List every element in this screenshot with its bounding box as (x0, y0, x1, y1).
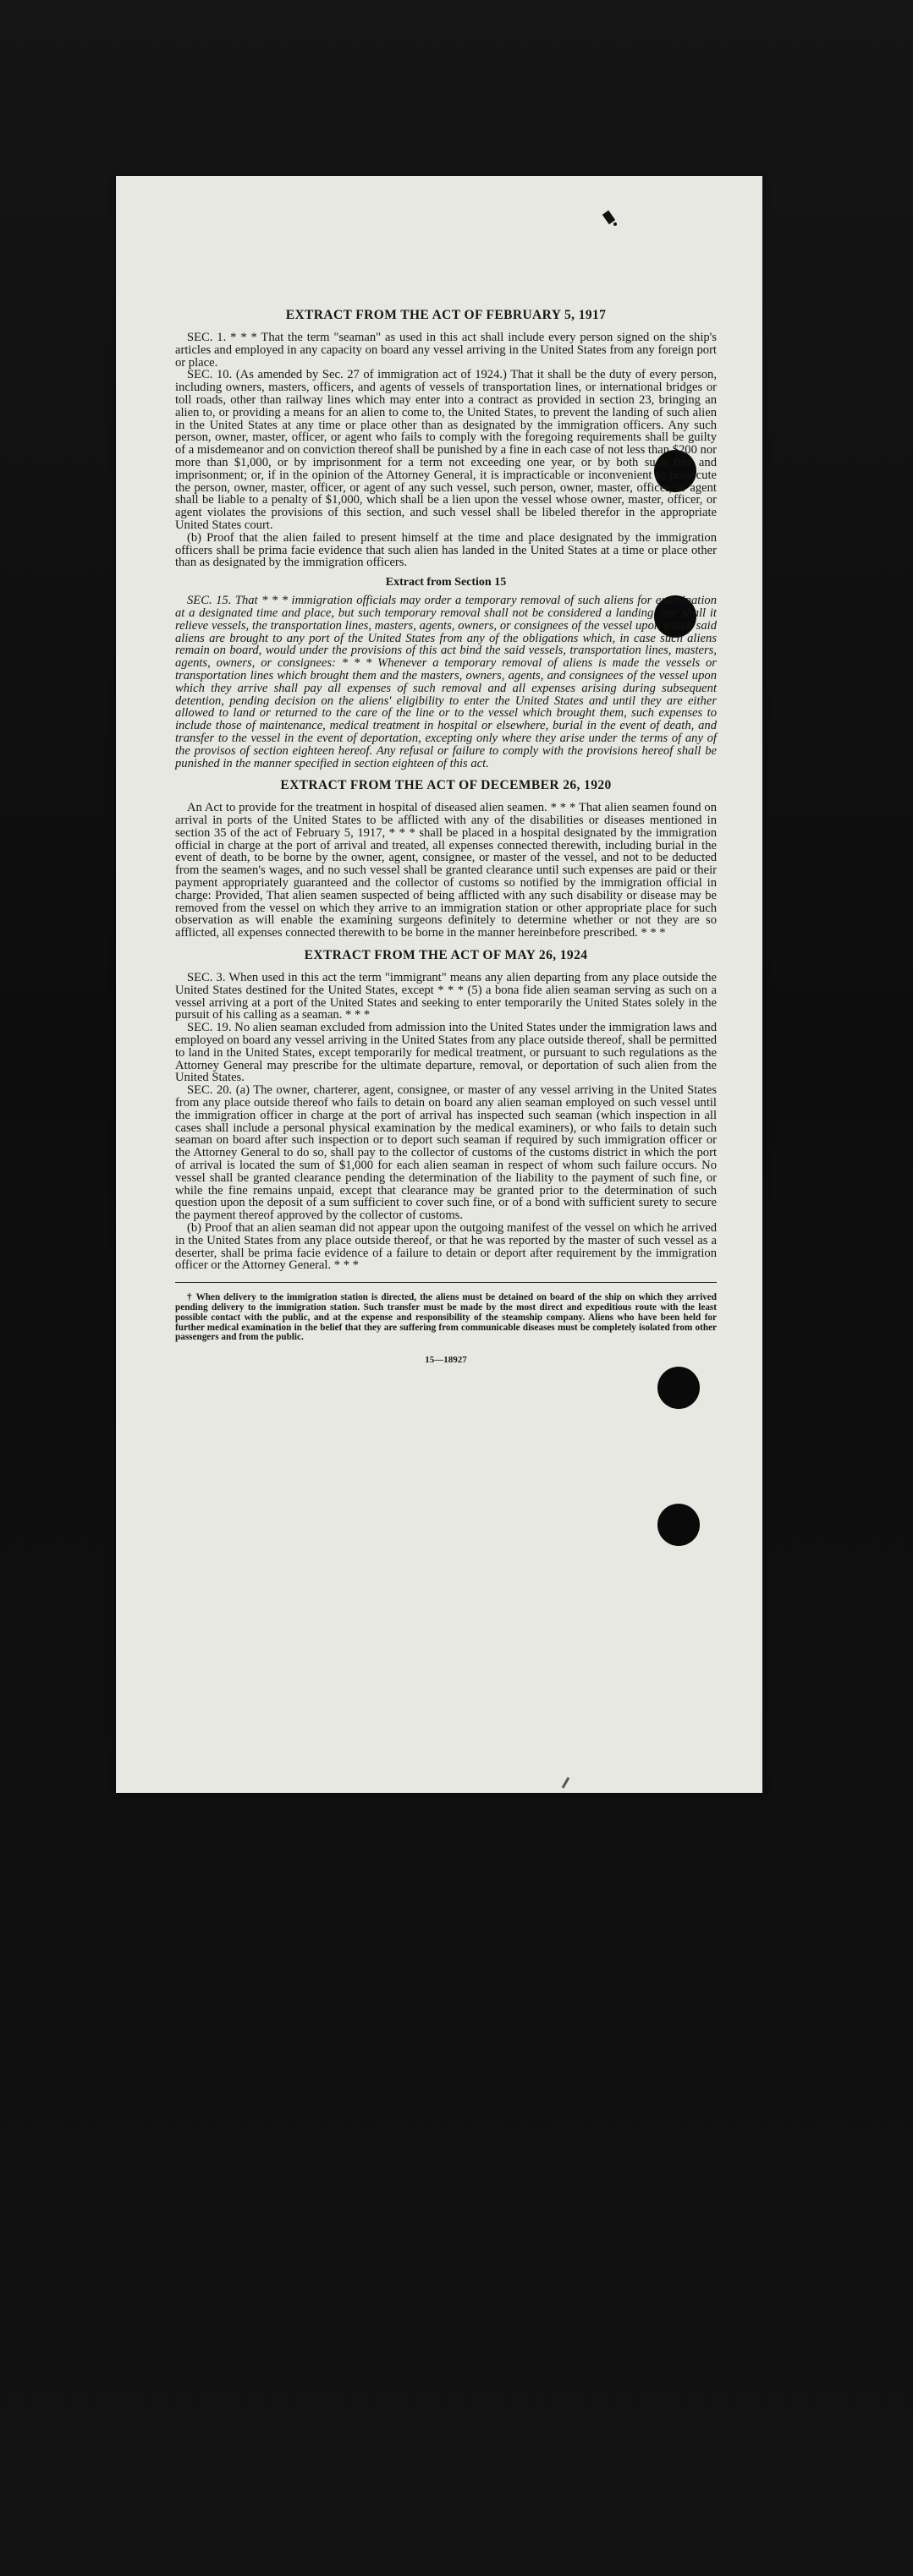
footnote: † When delivery to the immigration station is directed, the aliens must be detained on board of the ship on which they arrived pending delivery to the immigration station. Such transfer must be made by the most direct and expeditious route with the least possible contact with the public, and at the expense and responsibility of the steamship company. Aliens who have been held for further medical examination in the belief that they are suffering from communicable diseases must be completely isolated from other passengers and from the public. (175, 1292, 717, 1343)
punch-hole (657, 1504, 700, 1546)
form-number: 15—18927 (425, 1355, 467, 1366)
paragraph-sec-3: SEC. 3. When used in this act the term "immigrant" means any alien departing from any place outside the United States destined for the United States, except * * * (5) a bona fide alien seaman serving as such on a vessel arriving at a port of the United States and seeking to enter temporarily the United States solely in the pursuit of his calling as a seaman. * * * (175, 971, 717, 1022)
sub-heading-section-15: Extract from Section 15 (385, 576, 507, 589)
section-heading-feb-1917: EXTRACT FROM THE ACT OF FEBRUARY 5, 1917 (285, 308, 607, 322)
document-text (175, 299, 717, 1365)
paragraph-sec-1: SEC. 1. * * * That the term "seaman" as used in this act shall include every person signed on the ship's articles and employed in any capacity on board any vessel arriving in the United States from any foreign port or place. (175, 331, 717, 370)
section-heading-may-1924: EXTRACT FROM THE ACT OF MAY 26, 1924 (304, 948, 588, 963)
footnote-divider (175, 1282, 717, 1283)
punch-hole (657, 1367, 700, 1409)
document-page (116, 176, 762, 1793)
scan-speck (613, 222, 617, 226)
paragraph-sec-19: SEC. 19. No alien seaman excluded from admission into the United States under the immigration laws and employed on board any vessel arriving in the United States from any place outside thereof, shall be permitted to land in the United States, except temporarily for medical treatment, or pursuant to such regulations as the Attorney General may prescribe for the ultimate departure, removal, or deportation of such alien from the United States. (175, 1021, 717, 1085)
section-heading-dec-1920: EXTRACT FROM THE ACT OF DECEMBER 26, 1920 (280, 778, 612, 793)
paragraph-sec-15: SEC. 15. That * * * immigration officials may order a temporary removal of such aliens for examination at a designated time and place, but such temporary removal shall not be considered a landing, nor shall it relieve vessels, the transportation lines, masters, agents, owners, or consignees of the vessel upon which said aliens are brought to any port of the United States from any of the obligations which, in case such aliens remain on board, would under the provisions of this act bind the said vessels, transportation lines, masters, agents, owners, or consignees: * * * Whenever a temporary removal of aliens is made the vessels or transportation lines which brought them and the masters, owners, agents, and consignees of the vessel upon which they arrive shall pay all expenses of such removal and all expenses arising during subsequent detention, pending decision on the aliens' eligibility to enter the United States and until they are either allowed to land or returned to the care of the line or to the vessel which brought them, such expenses to include those of maintenance, medical treatment in hospital or elsewhere, burial in the event of death, and transfer to the vessel in the event of deportation, excepting only where they arise under the terms of any of the provisos of section eighteen hereof. Any refusal or failure to comply with the provisions hereof shall be punished in the manner specified in section eighteen of this act. (175, 594, 717, 770)
paragraph-sec-10-b: (b) Proof that the alien failed to present himself at the time and place designated by the immigration officers shall be prima facie evidence that such alien has landed in the United States at a time or place other than as designated by the immigration officers. (175, 530, 717, 570)
scan-speck (562, 1777, 570, 1789)
paragraph-sec-20-b: (b) Proof that an alien seaman did not appear upon the outgoing manifest of the vessel on which he arrived in the United States from any place outside thereof, or that he was reported by the master of such vessel as a deserter, shall be prima facie evidence of a failure to detain or deport after requirement by the immigration officer or the Attorney General. * * * (175, 1221, 717, 1273)
paragraph-act-1920: An Act to provide for the treatment in hospital of diseased alien seamen. * * * That alien seamen found on arrival in ports of the United States to be afflicted with any of the disabilities or diseases mentioned in section 35 of the act of February 5, 1917, * * * shall be placed in a hospital designated by the immigration official in charge at the port of arrival and treated, all expenses connected therewith, including burial in the event of death, to be borne by the owner, agent, consignee, or master of the vessel, and not to be deducted from the seamen's wages, and no such vessel shall be granted clearance until such expenses are paid or their payment appropriately guaranteed and the collector of customs so notified by the immigration official in charge: Provided, That alien seamen suspected of being afflicted with any such disability or disease may be removed from the vessel on which they arrive to an immigration station or other appropriate place for such observation as will enable the examining surgeons definitely to determine whether or not they are so afflicted, all expenses connected therewith to be borne in the manner hereinbefore prescribed. * * * (175, 801, 717, 940)
paragraph-sec-20-a: SEC. 20. (a) The owner, charterer, agent, consignee, or master of any vessel arriving in the United States from any place outside thereof who fails to detain on board any alien seaman employed on such vessel until the immigration officer in charge at the port of arrival has inspected such seaman (which inspection in all cases shall include a personal physical examination by the medical examiners), or who fails to detain such seaman on board after such inspection or to deport such seaman if required by such immigration officer or the Attorney General to do so, shall pay to the collector of customs of the customs district in which the port of arrival is located the sum of $1,000 for each alien seaman in respect of whom such failure occurs. No vessel shall be granted clearance pending the determination of the liability to the payment of such fine, or while the fine remains unpaid, except that clearance may be granted prior to the determination of such question upon the deposit of a sum sufficient to cover such fine, or of a bond with sufficient surety to secure the payment thereof approved by the collector of customs. (175, 1083, 717, 1223)
paragraph-sec-10: SEC. 10. (As amended by Sec. 27 of immigration act of 1924.) That it shall be the duty of every person, including owners, masters, officers, and agents of vessels of transportation lines, or international bridges or toll roads, other than railway lines which may enter into a contract as provided in section 23, bringing an alien to, or providing a means for an alien to come to, the United States, to prevent the landing of such alien in the United States at any time or place other than as designated by the immigration officers. Any such person, owner, master, officer, or agent who fails to comply with the foregoing requirements shall be guilty of a misdemeanor and on conviction thereof shall be punished by a fine in each case of not less than $200 nor more than $1,000, or by imprisonment for a term not exceeding one year, or by both such fine and imprisonment; or, if in the opinion of the Attorney General, it is impracticable or inconvenient to prosecute the person, owner, master, officer, or agent of any such vessel, such person, owner, master, officer, or agent shall be liable to a penalty of $1,000, which shall be a lien upon the vessel whose owner, master, officer, or agent violates the provisions of this section, and such vessel shall be libeled therefor in the appropriate United States court. (175, 368, 717, 532)
